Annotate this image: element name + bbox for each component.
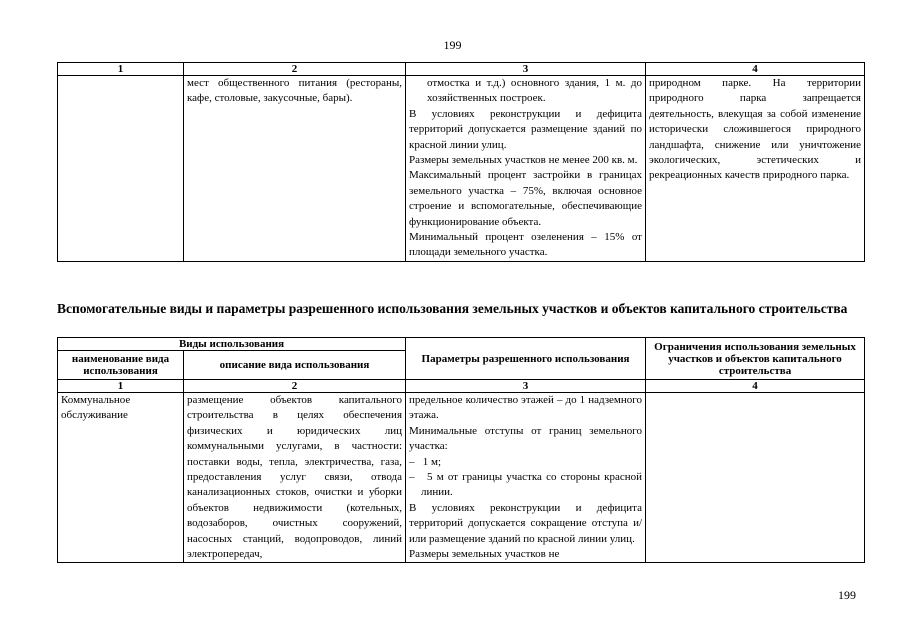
page-number-top: 199: [443, 38, 462, 52]
column-number: 2: [184, 380, 406, 393]
parameters-text: Максимальный процент застройки в границах земельного участка – 75%, включая основное строение и вспомогательные, обеспечивающие функционирование объекта.: [409, 169, 642, 228]
parameters-dash-item: – 5 м от границы участка со стороны красной линии.: [409, 471, 643, 499]
use-name: Коммунальное обслуживание: [61, 394, 131, 422]
dash-item-text: 5 м от границы участка со стороны красной линии.: [421, 471, 643, 499]
parameters-text: предельное количество этажей – до 1 надземного этажа.: [409, 394, 643, 422]
parameters-text: Минимальный процент озеленения – 15% от площади земельного участка.: [409, 231, 642, 259]
column-number-row: [58, 63, 865, 76]
cell-description: [184, 393, 406, 563]
column-number: 1: [58, 63, 184, 76]
parameters-text: В условиях реконструкции и дефицита территорий допускается сокращение отступа и/или размещение зданий по красной линии улиц.: [409, 501, 643, 545]
header-row: [58, 338, 865, 351]
parameters-dash-item: – 1 м;: [409, 455, 442, 468]
cell-parameters: [406, 393, 646, 563]
column-number: 3: [406, 380, 646, 393]
cell-name: [58, 76, 184, 262]
description-text: размещение объектов капитального строительства в целях обеспечения физических и юридических лиц коммунальными услугами, в частности: поставки воды, тепла, электричества, газа, предоставления услуг связи, отвода канализационных стоков, очистки и уборки объектов недвижимости (котельных, водозаборов, очистных сооружений, насосных станций, водопроводов, линий электропередач,: [187, 394, 403, 561]
header-description: описание вида использования: [184, 351, 406, 380]
header-parameters: Параметры разрешенного использования: [406, 338, 646, 380]
auxiliary-uses-table: [57, 337, 865, 563]
parameters-text: Размеры земельных участков не менее 200 кв. м.: [409, 154, 638, 167]
table-row: [58, 393, 865, 563]
parameters-text: Размеры земельных участков не: [409, 548, 560, 561]
column-number: 2: [184, 63, 406, 76]
column-number: 1: [58, 380, 184, 393]
cell-parameters: [406, 76, 646, 262]
column-number: 4: [646, 380, 865, 393]
column-number-row: [58, 380, 865, 393]
table-row: [58, 76, 865, 262]
column-number: 3: [406, 63, 646, 76]
cell-description: [184, 76, 406, 262]
cell-restrictions: [646, 393, 865, 563]
cell-restrictions: [646, 76, 865, 262]
header-usage-types: Виды использования: [58, 338, 406, 351]
section-heading: Вспомогательные виды и параметры разрешенного использования земельных участков и объектов капитального строительства: [57, 301, 848, 316]
header-restrictions: Ограничения использования земельных участков и объектов капитального строительства: [646, 338, 865, 380]
continued-table: [57, 62, 865, 262]
description-text: мест общественного питания (рестораны, кафе, столовые, закусочные, бары).: [187, 77, 402, 105]
parameters-text: В условиях реконструкции и дефицита территорий допускается размещение зданий по красной линии улиц.: [409, 107, 642, 151]
header-name: наименование вида использования: [58, 351, 184, 380]
dash-item-text: 1 м;: [422, 455, 442, 468]
page-number-bottom: 199: [838, 588, 856, 602]
restrictions-text: природном парке. На территории природного парка запрещается деятельность, влекущая за собой изменение исторически сложившегося природного ландшафта, снижение или уничтожение экологических, эстетических и рекреационных качеств природного парка.: [649, 77, 861, 182]
parameters-text: Минимальные отступы от границ земельного участка:: [409, 424, 643, 453]
cell-name: [58, 393, 184, 563]
parameters-text: отмостка и т.д.) основного здания, 1 м. до хозяйственных построек.: [427, 77, 642, 105]
column-number: 4: [646, 63, 865, 76]
